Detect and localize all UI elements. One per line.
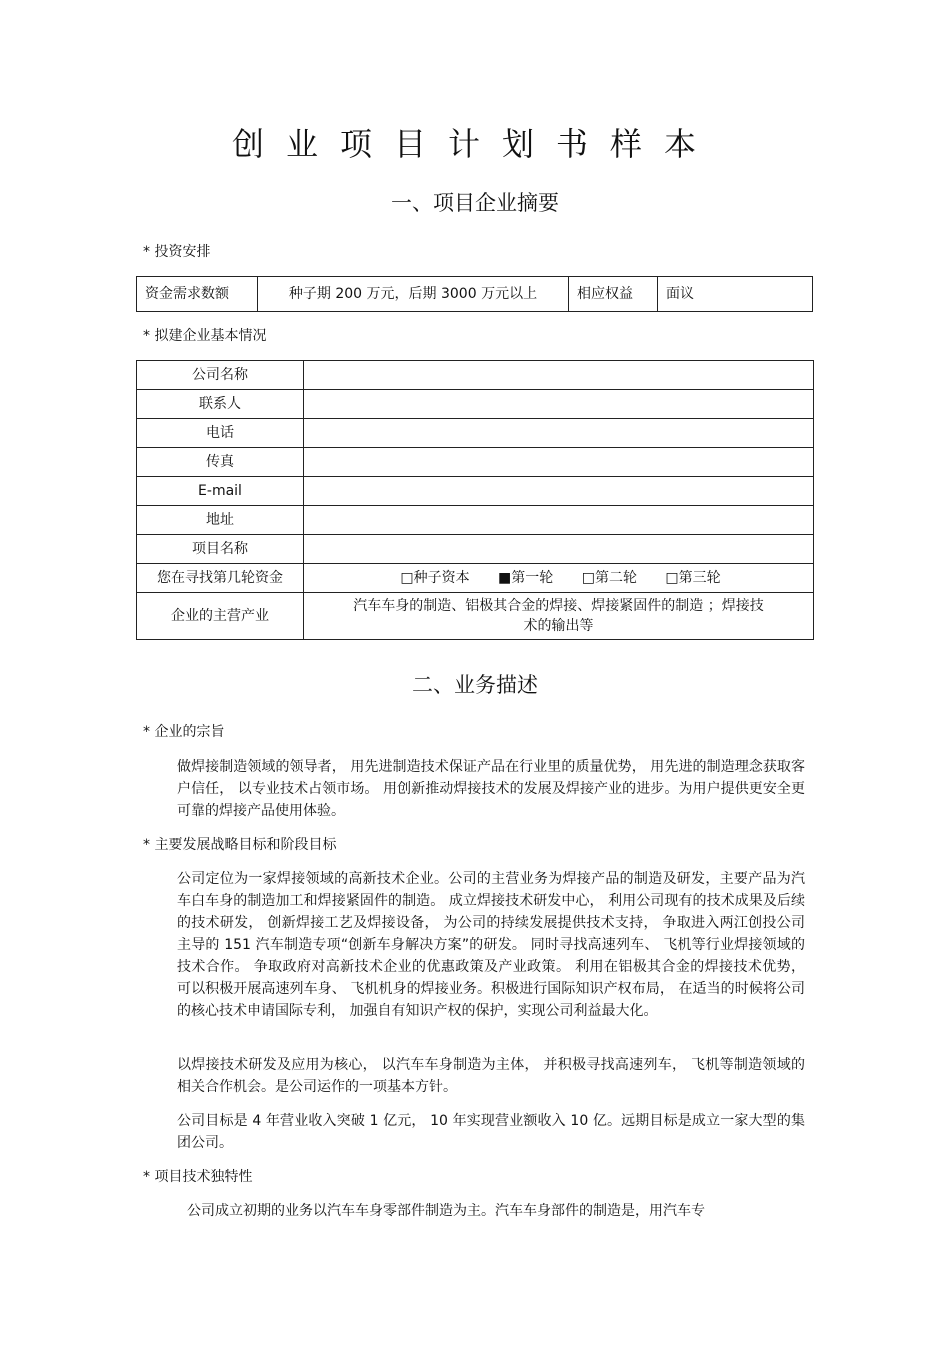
row-value-project-name (304, 535, 814, 564)
row-key-project-name: 项目名称 (137, 535, 304, 564)
strategy-paragraph-3: 公司目标是 4 年营业收入突破 1 亿元， 10 年实现营业额收入 10 亿。远期目标是成立一家大型的集团公司。 (177, 1113, 805, 1151)
checkbox-empty-icon: □ (665, 570, 679, 586)
company-info-label: * 拟建企业基本情况 (143, 328, 267, 344)
row-value-address (304, 506, 814, 535)
checkbox-empty-icon: □ (400, 570, 414, 586)
investment-label: * 投资安排 (143, 244, 211, 260)
strategy-paragraph-2: 以焊接技术研发及应用为核心， 以汽车车身制造为主体， 并积极寻找高速列车， 飞机等制造领域的相关合作机会。是公司运作的一项基本方针。 (177, 1057, 805, 1095)
industry-line-1: 汽车车身的制造、铝极其合金的焊接、焊接紧固件的制造 ；焊接技 (353, 598, 764, 614)
round-option-second[interactable]: □第二轮 (581, 570, 637, 586)
row-key-email: E-mail (137, 477, 304, 506)
strategy-label: * 主要发展战略目标和阶段目标 (143, 837, 337, 853)
checkbox-checked-icon: ■ (498, 570, 512, 586)
tech-paragraph: 公司成立初期的业务以汽车车身零部件制造为主。汽车车身部件的制造是，用汽车专 (187, 1203, 705, 1219)
row-key-contact: 联系人 (137, 390, 304, 419)
row-value-fax (304, 448, 814, 477)
row-key-fax: 传真 (137, 448, 304, 477)
row-key-funding-round: 您在寻找第几轮资金 (137, 564, 304, 593)
funding-round-options (304, 564, 814, 593)
equity-value: 面议 (658, 277, 813, 312)
funding-need-label: 资金需求数额 (137, 277, 258, 312)
row-key-phone: 电话 (137, 419, 304, 448)
row-key-company-name: 公司名称 (137, 361, 304, 390)
row-key-address: 地址 (137, 506, 304, 535)
tech-label: * 项目技术独特性 (143, 1169, 253, 1185)
round-option-seed[interactable]: □种子资本 (400, 570, 470, 586)
checkbox-empty-icon: □ (581, 570, 595, 586)
strategy-paragraph-1: 公司定位为一家焊接领域的高新技术企业。公司的主营业务为焊接产品的制造及研发，主要产品为汽车白车身的制造加工和焊接紧固件的制造。 成立焊接技术研发中心， 利用公司现有的技术成果及后续的技术研发， 创新焊接工艺及焊接设备， 为公司的持续发展提供技术支持， 争取进入两江创投公司主导的 151 汽车制造专项“创新车身解决方案”的研发。 同时寻找高速列车、 飞机等行业焊接领域的技术合作。 争取政府对高新技术企业的优惠政策及产业政策。 利用在铝极其合金的焊接技术优势， 可以积极开展高速列车身、 飞机机身的焊接业务。积极进行国际知识产权布局， 在适当的时候将公司的核心技术申请国际专利， 加强自有知识产权的保护，实现公司利益最大化。 (177, 871, 805, 1019)
purpose-paragraph: 做焊接制造领域的领导者， 用先进制造技术保证产品在行业里的质量优势， 用先进的制造理念获取客户信任， 以专业技术占领市场。 用创新推动焊接技术的发展及焊接产业的进步。为用户提供更安全更可靠的焊接产品使用体验。 (177, 759, 805, 819)
round-option-first[interactable]: ■第一轮 (498, 570, 554, 586)
row-value-email (304, 477, 814, 506)
section-heading-business: 二、业务描述 (412, 673, 538, 697)
industry-line-2: 术的输出等 (523, 618, 594, 634)
company-info-table (136, 360, 814, 640)
purpose-label: * 企业的宗旨 (143, 724, 225, 740)
equity-label: 相应权益 (569, 277, 658, 312)
investment-table (136, 276, 813, 312)
row-key-main-industry: 企业的主营产业 (137, 593, 304, 640)
section-heading-summary: 一、项目企业摘要 (391, 191, 559, 215)
row-value-main-industry (304, 593, 814, 640)
page-title: 创业项目计划书样本 (231, 125, 718, 163)
row-value-phone (304, 419, 814, 448)
round-option-third[interactable]: □第三轮 (665, 570, 721, 586)
row-value-company-name (304, 361, 814, 390)
row-value-contact (304, 390, 814, 419)
funding-need-value: 种子期 200 万元，后期 3000 万元以上 (258, 277, 569, 312)
